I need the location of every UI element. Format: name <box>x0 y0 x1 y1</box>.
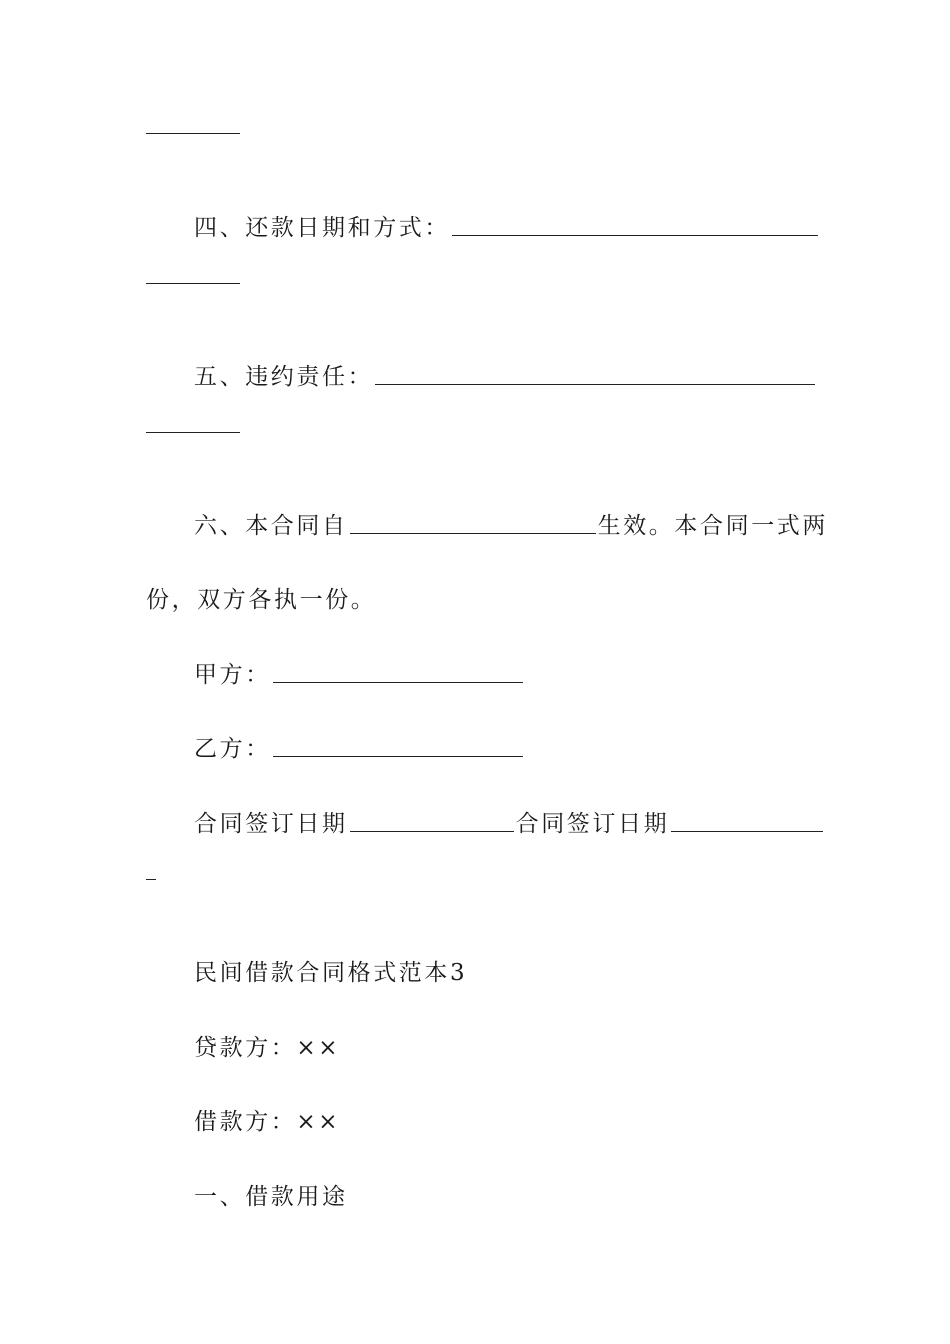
lender-text: 贷款方：×× <box>194 1035 341 1061</box>
clause-liability-label: 五、违约责任： <box>194 364 374 390</box>
sign-date-blank-1 <box>350 831 514 832</box>
borrower-text: 借款方：×× <box>194 1109 341 1135</box>
borrower-line <box>194 1107 340 1137</box>
clause-repayment-label: 四、还款日期和方式： <box>194 215 450 241</box>
blank-underline <box>146 283 240 284</box>
template-title-text: 民间借款合同格式范本3 <box>194 960 468 986</box>
sign-date-label-1: 合同签订日期 <box>194 811 348 837</box>
clause-effective <box>194 511 828 541</box>
effective-date-blank <box>350 533 596 534</box>
party-a-line <box>194 660 525 690</box>
blank-line-continuation-1 <box>146 133 242 141</box>
blank-line-continuation-2 <box>146 283 242 291</box>
party-b-label: 乙方： <box>194 736 271 762</box>
repayment-blank <box>452 235 818 236</box>
liability-blank <box>375 384 815 385</box>
sign-date-label-2: 合同签订日期 <box>515 811 670 837</box>
clause-purpose <box>194 1182 348 1212</box>
lender-line <box>194 1033 340 1063</box>
clause-effective-cont <box>146 585 376 615</box>
sign-date-line <box>194 809 825 839</box>
clause-repayment <box>194 213 820 243</box>
party-b-blank <box>273 756 523 757</box>
party-a-label: 甲方： <box>194 662 271 688</box>
blank-underline <box>146 879 156 880</box>
blank-line-continuation-3 <box>146 432 242 440</box>
clause-effective-cont-text: 份，双方各执一份。 <box>146 587 377 613</box>
blank-line-continuation-4 <box>146 879 158 887</box>
clause-effective-part2: 生效。本合同一式两 <box>597 513 829 539</box>
clause-liability <box>194 362 817 392</box>
template-title <box>194 958 467 988</box>
blank-underline <box>146 133 240 134</box>
party-a-blank <box>273 682 523 683</box>
sign-date-blank-2 <box>671 831 823 832</box>
party-b-line <box>194 734 525 764</box>
clause-effective-part1: 六、本合同自 <box>194 513 348 539</box>
blank-underline <box>146 432 240 433</box>
clause-purpose-text: 一、借款用途 <box>194 1184 348 1210</box>
